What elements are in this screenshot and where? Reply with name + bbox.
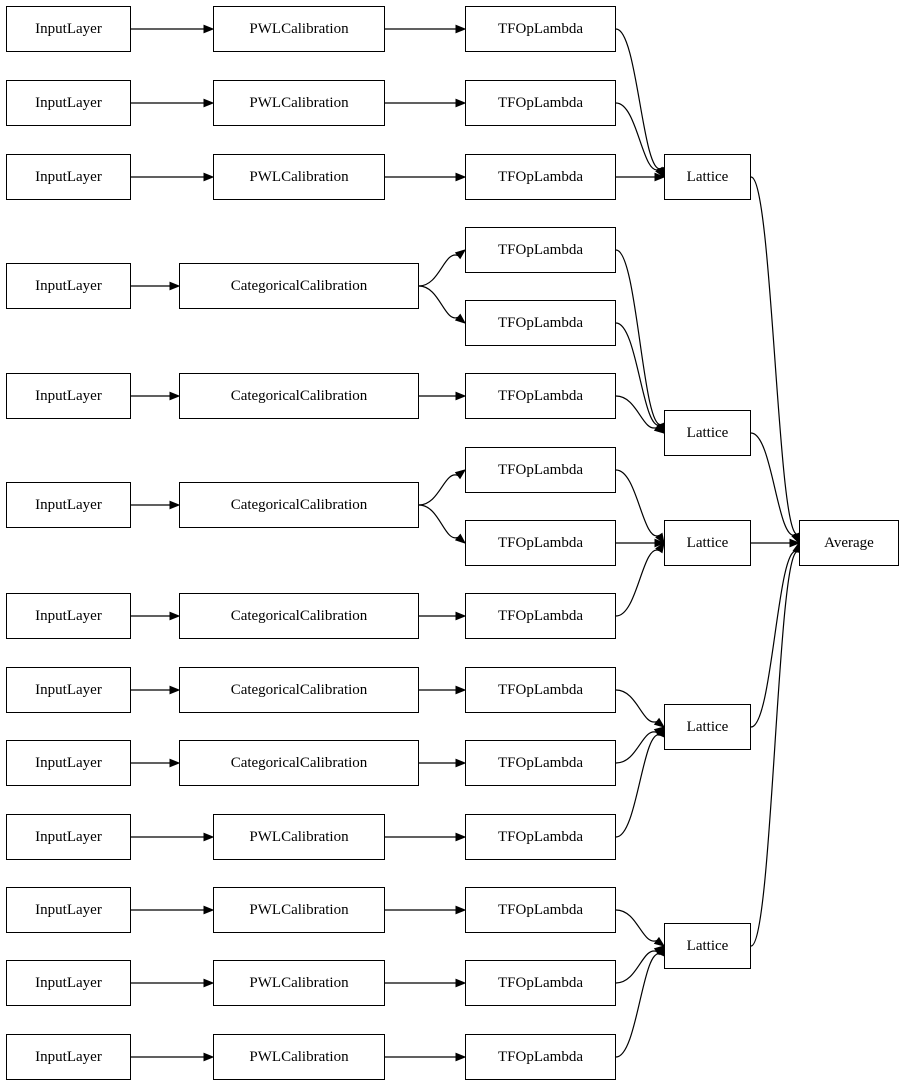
graph-edge-cal4-op5: [419, 286, 458, 318]
graph-edge-arrowhead: [170, 501, 179, 508]
graph-node-label: CategoricalCalibration: [230, 607, 368, 624]
graph-node-label: InputLayer: [35, 168, 102, 185]
graph-edge-arrowhead: [456, 686, 465, 693]
graph-node-label: TFOpLambda: [498, 534, 583, 551]
graph-node-label: InputLayer: [35, 974, 102, 991]
graph-edge-op10-lat4: [616, 690, 657, 722]
graph-edge-op11-lat4: [616, 732, 657, 763]
graph-node-in8: [6, 667, 131, 713]
graph-edge-arrowhead: [655, 173, 664, 180]
graph-node-in9: [6, 740, 131, 786]
graph-node-label: InputLayer: [35, 277, 102, 294]
graph-node-op1: [465, 6, 616, 52]
graph-node-op9: [465, 593, 616, 639]
graph-edge-op2-lat1: [616, 103, 659, 170]
graph-node-lat1: [664, 154, 751, 200]
graph-edge-lat2-avg: [751, 433, 795, 535]
graph-node-op12: [465, 814, 616, 860]
graph-edge-arrowhead: [456, 759, 465, 766]
graph-node-lat4: [664, 704, 751, 750]
graph-edge-op12-lat4: [616, 735, 660, 837]
graph-node-label: TFOpLambda: [498, 607, 583, 624]
graph-edge-op5-lat2: [616, 323, 660, 425]
graph-edge-lat4-avg: [751, 551, 797, 727]
graph-node-in12: [6, 960, 131, 1006]
graph-node-label: Lattice: [686, 168, 729, 185]
graph-node-label: InputLayer: [35, 828, 102, 845]
graph-edge-arrowhead: [656, 167, 664, 177]
graph-node-label: Lattice: [686, 937, 729, 954]
graph-edge-op7-lat3: [616, 470, 659, 536]
graph-node-label: CategoricalCalibration: [230, 754, 368, 771]
graph-node-label: TFOpLambda: [498, 314, 583, 331]
graph-edge-arrowhead: [456, 99, 465, 106]
graph-node-label: InputLayer: [35, 901, 102, 918]
graph-node-lat5: [664, 923, 751, 969]
graph-node-label: PWLCalibration: [249, 1048, 349, 1065]
graph-node-in4: [6, 263, 131, 309]
graph-edge-op13-lat5: [616, 910, 657, 941]
graph-edge-arrowhead: [655, 539, 664, 546]
graph-edge-arrowhead: [204, 979, 213, 986]
graph-edge-arrowhead: [655, 719, 664, 727]
graph-node-label: TFOpLambda: [498, 681, 583, 698]
graph-node-label: CategoricalCalibration: [230, 387, 368, 404]
graph-node-label: InputLayer: [35, 20, 102, 37]
graph-edge-arrowhead: [456, 470, 465, 478]
graph-edge-cal6-op7: [419, 475, 458, 505]
graph-node-in10: [6, 814, 131, 860]
graph-edge-arrowhead: [657, 946, 664, 956]
graph-node-avg: [799, 520, 899, 566]
graph-edge-arrowhead: [456, 25, 465, 32]
graph-node-cal10: [213, 814, 385, 860]
graph-edge-op1-lat1: [616, 29, 661, 169]
graph-node-op2: [465, 80, 616, 126]
graph-node-label: TFOpLambda: [498, 387, 583, 404]
graph-node-label: CategoricalCalibration: [230, 681, 368, 698]
graph-node-cal2: [213, 80, 385, 126]
graph-node-op3: [465, 154, 616, 200]
graph-edge-arrowhead: [204, 833, 213, 840]
graph-edge-arrowhead: [170, 392, 179, 399]
graph-node-cal7: [179, 593, 419, 639]
graph-node-label: PWLCalibration: [249, 901, 349, 918]
graph-node-label: Lattice: [686, 424, 729, 441]
graph-edge-arrowhead: [656, 534, 664, 543]
graph-edge-arrowhead: [204, 1053, 213, 1060]
graph-node-label: Average: [824, 534, 874, 551]
graph-node-label: TFOpLambda: [498, 901, 583, 918]
graph-node-label: InputLayer: [35, 607, 102, 624]
graph-node-label: Lattice: [686, 718, 729, 735]
graph-edge-cal6-op8: [419, 505, 458, 538]
graph-edge-arrowhead: [655, 946, 664, 954]
graph-node-label: PWLCalibration: [249, 94, 349, 111]
graph-node-op10: [465, 667, 616, 713]
graph-node-lat3: [664, 520, 751, 566]
graph-edge-arrowhead: [170, 282, 179, 289]
graph-node-cal5: [179, 373, 419, 419]
graph-node-label: TFOpLambda: [498, 461, 583, 478]
graph-edge-op6-lat2: [616, 396, 657, 428]
graph-node-in13: [6, 1034, 131, 1080]
graph-node-cal13: [213, 1034, 385, 1080]
graph-edge-arrowhead: [170, 686, 179, 693]
graph-node-cal1: [213, 6, 385, 52]
graph-node-label: TFOpLambda: [498, 20, 583, 37]
graph-node-lat2: [664, 410, 751, 456]
graph-edge-arrowhead: [456, 979, 465, 986]
graph-edge-lat5-avg: [751, 552, 798, 946]
graph-node-label: InputLayer: [35, 496, 102, 513]
graph-node-label: TFOpLambda: [498, 168, 583, 185]
graph-edge-arrowhead: [456, 906, 465, 913]
graph-edge-cal4-op4: [419, 255, 458, 286]
graph-node-label: InputLayer: [35, 1048, 102, 1065]
graph-node-label: TFOpLambda: [498, 754, 583, 771]
graph-edge-op14-lat5: [616, 951, 657, 983]
graph-node-op11: [465, 740, 616, 786]
graph-node-label: InputLayer: [35, 754, 102, 771]
graph-edge-lat1-avg: [751, 177, 798, 534]
graph-node-cal6: [179, 482, 419, 528]
graph-node-in11: [6, 887, 131, 933]
graph-node-cal8: [179, 667, 419, 713]
graph-node-op8: [465, 520, 616, 566]
graph-edge-op4-lat2: [616, 250, 662, 425]
graph-node-op14: [465, 960, 616, 1006]
graph-edge-arrowhead: [456, 173, 465, 180]
graph-edge-arrowhead: [655, 425, 664, 433]
graph-edge-arrowhead: [657, 423, 664, 433]
graph-node-label: InputLayer: [35, 387, 102, 404]
graph-node-label: InputLayer: [35, 681, 102, 698]
graph-node-label: PWLCalibration: [249, 828, 349, 845]
graph-node-label: TFOpLambda: [498, 1048, 583, 1065]
graph-edge-arrowhead: [204, 25, 213, 32]
graph-edge-arrowhead: [204, 99, 213, 106]
graph-edge-arrowhead: [790, 539, 799, 546]
graph-node-cal12: [213, 960, 385, 1006]
graph-node-op13: [465, 887, 616, 933]
graph-edge-arrowhead: [456, 612, 465, 619]
graph-node-op4: [465, 227, 616, 273]
graph-edge-arrowhead: [204, 173, 213, 180]
graph-node-label: PWLCalibration: [249, 20, 349, 37]
graph-edge-arrowhead: [456, 392, 465, 399]
graph-node-in6: [6, 482, 131, 528]
graph-node-label: PWLCalibration: [249, 168, 349, 185]
graph-node-op5: [465, 300, 616, 346]
graph-edge-arrowhead: [170, 759, 179, 766]
graph-edge-arrowhead: [657, 727, 664, 737]
graph-node-in1: [6, 6, 131, 52]
graph-node-label: PWLCalibration: [249, 974, 349, 991]
graph-edge-op9-lat3: [616, 550, 659, 616]
graph-node-label: TFOpLambda: [498, 241, 583, 258]
graph-node-op6: [465, 373, 616, 419]
graph-node-label: CategoricalCalibration: [230, 277, 368, 294]
graph-edge-arrowhead: [170, 612, 179, 619]
graph-edge-arrowhead: [655, 727, 664, 735]
graph-edge-arrowhead: [456, 315, 465, 323]
graph-node-op7: [465, 447, 616, 493]
graph-edge-arrowhead: [656, 543, 664, 552]
graph-node-label: Lattice: [686, 534, 729, 551]
graph-edge-op15-lat5: [616, 954, 660, 1057]
graph-edge-arrowhead: [655, 938, 664, 946]
graph-edge-arrowhead: [204, 906, 213, 913]
graph-edge-arrowhead: [456, 250, 465, 258]
graph-node-label: TFOpLambda: [498, 828, 583, 845]
graph-node-cal9: [179, 740, 419, 786]
graph-node-label: InputLayer: [35, 94, 102, 111]
graph-node-cal4: [179, 263, 419, 309]
graph-node-in3: [6, 154, 131, 200]
graph-node-in7: [6, 593, 131, 639]
graph-edge-arrowhead: [456, 1053, 465, 1060]
graph-node-in2: [6, 80, 131, 126]
graph-node-op15: [465, 1034, 616, 1080]
graph-edge-arrowhead: [792, 533, 799, 543]
graph-node-label: TFOpLambda: [498, 974, 583, 991]
graph-node-cal3: [213, 154, 385, 200]
graph-node-in5: [6, 373, 131, 419]
graph-node-cal11: [213, 887, 385, 933]
graph-edge-arrowhead: [456, 534, 465, 543]
graph-node-label: CategoricalCalibration: [230, 496, 368, 513]
graph-edge-arrowhead: [456, 833, 465, 840]
graph-node-label: TFOpLambda: [498, 94, 583, 111]
